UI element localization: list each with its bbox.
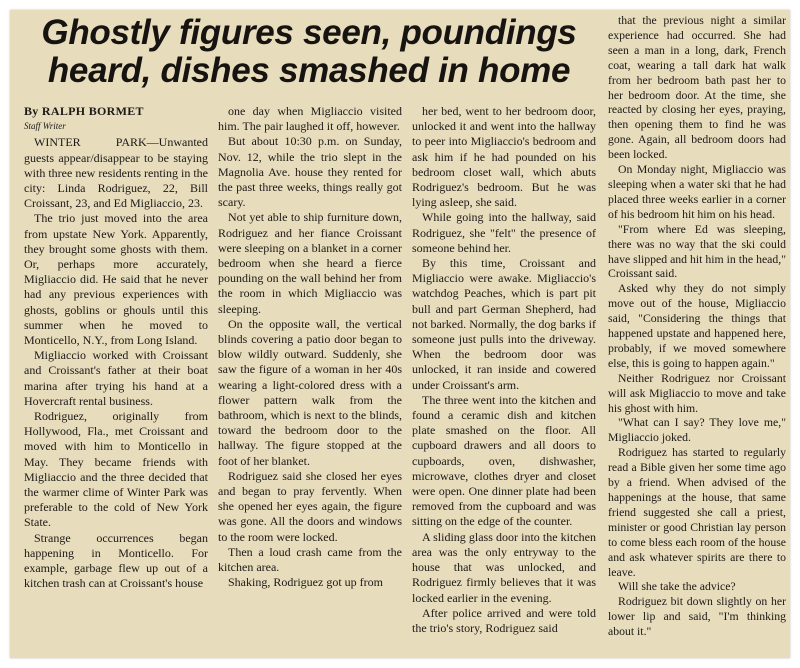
byline: By RALPH BORMET — [24, 104, 144, 118]
paragraph: The three went into the kitchen and found a ceramic dish and kitchen plate smashed on the floor. All cupboard drawers and all doors to cupboards, oven, dishwasher, microwave, clothes dryer and closet were open. One dinner plate had been removed from the cupboard and was sitting on the edge of the counter. — [412, 392, 596, 529]
paragraph: Asked why they do not simply move out of the house, Migliaccio said, "Considering the things that happened upstate and happened here, probably, if we moved somewhere else, this is going to happen again." — [608, 282, 786, 370]
paragraph: "From where Ed was sleeping, there was no way that the ski could have slipped and hit him in the head," Croissant said. — [608, 222, 786, 281]
paragraph: While going into the hallway, said Rodriguez, she "felt" the presence of someone behind her. — [412, 210, 596, 255]
paragraph: Shaking, Rodriguez got up from — [228, 575, 383, 590]
paragraph: Not yet able to ship furniture down, Rodriguez and her fiance Croissant were sleeping on a blanket in a corner bedroom when she heard a fierce pounding on the wall behind her from the room in which Migliaccio was sleeping. — [218, 210, 402, 316]
paragraph: "What can I say? They love me," Migliaccio joked. — [608, 416, 786, 445]
byline-role: Staff Writer — [24, 121, 66, 132]
paragraph: WINTER PARK—Unwanted guests appear/disappear to be staying with three new residents renting in the city: Linda Rodriguez, 22, Bill Croissant, 23, and Ed Migliaccio, 23. — [24, 135, 208, 211]
paragraph: one day when Migliaccio visited him. The pair laughed it off, however. — [218, 104, 402, 134]
newspaper-clipping — [10, 10, 790, 658]
paragraph: Neither Rodriguez nor Croissant will ask Migliaccio to move and take his ghost with him. — [608, 371, 786, 415]
paragraph: By this time, Croissant and Migliaccio were awake. Migliaccio's watchdog Peaches, which is part pit bull and part German Shepherd, had not barked. Normally, the dog barks if someone just pulls into the driveway. When the bedroom door was unlocked, it ran inside and cowered under Croissant's arm. — [412, 256, 596, 392]
article-column-3 — [412, 104, 596, 636]
paragraph: Will she take the advice? — [618, 580, 736, 594]
paragraph: Migliaccio worked with Croissant and Croissant's father at their boat marina after trying his hand at a Hovercraft rental business. — [24, 348, 208, 408]
article-column-2 — [218, 104, 402, 591]
paragraph: After police arrived and were told the trio's story, Rodriguez said — [412, 605, 596, 635]
paragraph: Then a loud crash came from the kitchen area. — [218, 544, 402, 575]
paragraph: Strange occurrences began happening in Monticello. For example, garbage flew up out of a kitchen trash can at Croissant's house — [24, 530, 208, 591]
paragraph: Rodriguez said she closed her eyes and began to pray fervently. When she opened her eyes again, the figure was gone. All the doors and windows to the room were locked. — [218, 468, 402, 544]
paragraph: that the previous night a similar experience had occurred. She had seen a man in a long, dark, French coat, wearing a tall dark hat walk from her bedroom bath past her to her bedroom door. At the time, she reacted by closing her eyes, praying, then opening them to find he was gone. Again, all bedroom doors had been locked. — [608, 14, 786, 162]
paragraph: her bed, went to her bedroom door, unlocked it and went into the hallway to peer into Migliaccio's bedroom and ask him if he had pounded on his bedroom closet wall, which abuts Rodriguez's bedroom. But he was lying asleep, she said. — [412, 104, 596, 210]
paragraph: But about 10:30 p.m. on Sunday, Nov. 12, while the trio slept in the Magnolia Ave. house they rented for the past three weeks, things really got scary. — [218, 134, 402, 210]
paragraph: A sliding glass door into the kitchen area was the only entryway to the house that was unlocked, and Rodriguez firmly believes that it was locked earlier in the evening. — [412, 529, 596, 605]
paragraph: The trio just moved into the area from upstate New York. Apparently, they brought some ghosts with them. Or, perhaps more accurately, Migliaccio did. He said that he never had any previous experiences with ghosts, goblins or ghouls until this summer when he moved to Monticello, N.Y., from Long Island. — [24, 211, 208, 348]
paragraph: On Monday night, Migliaccio was sleeping when a water ski that he had placed three weeks earlier in a corner of his bedroom hit him on his head. — [608, 163, 786, 221]
paragraph: Rodriguez bit down slightly on her lower lip and said, "I'm thinking about it." — [608, 595, 786, 639]
paragraph: Rodriguez, originally from Hollywood, Fla., met Croissant and moved with him to Monticello in May. They became friends with Migliaccio and the three decided that the warmer clime of Winter Park was preferable to the cold of New York State. — [24, 409, 208, 530]
paragraph: Rodriguez has started to regularly read a Bible given her some time ago by a friend. When advised of the happenings at the house, that same friend suggested she call a priest, minister or good Christian lay person to come bless each room of the house and ask whatever spirits are there to leave. — [608, 446, 786, 579]
paragraph: On the opposite wall, the vertical blinds covering a patio door began to blow wildly outward. Suddenly, she saw the figure of a woman in her 40s wearing a light-colored dress with a flower pattern walk from the bathroom, which is next to the blinds, toward the bedroom door to the hallway. The figure stopped at the foot of her blanket. — [218, 316, 402, 468]
article-column-1 — [24, 104, 208, 592]
article-column-4 — [608, 14, 786, 640]
headline: Ghostly figures seen, poundings heard, dishes smashed in home — [41, 13, 577, 90]
